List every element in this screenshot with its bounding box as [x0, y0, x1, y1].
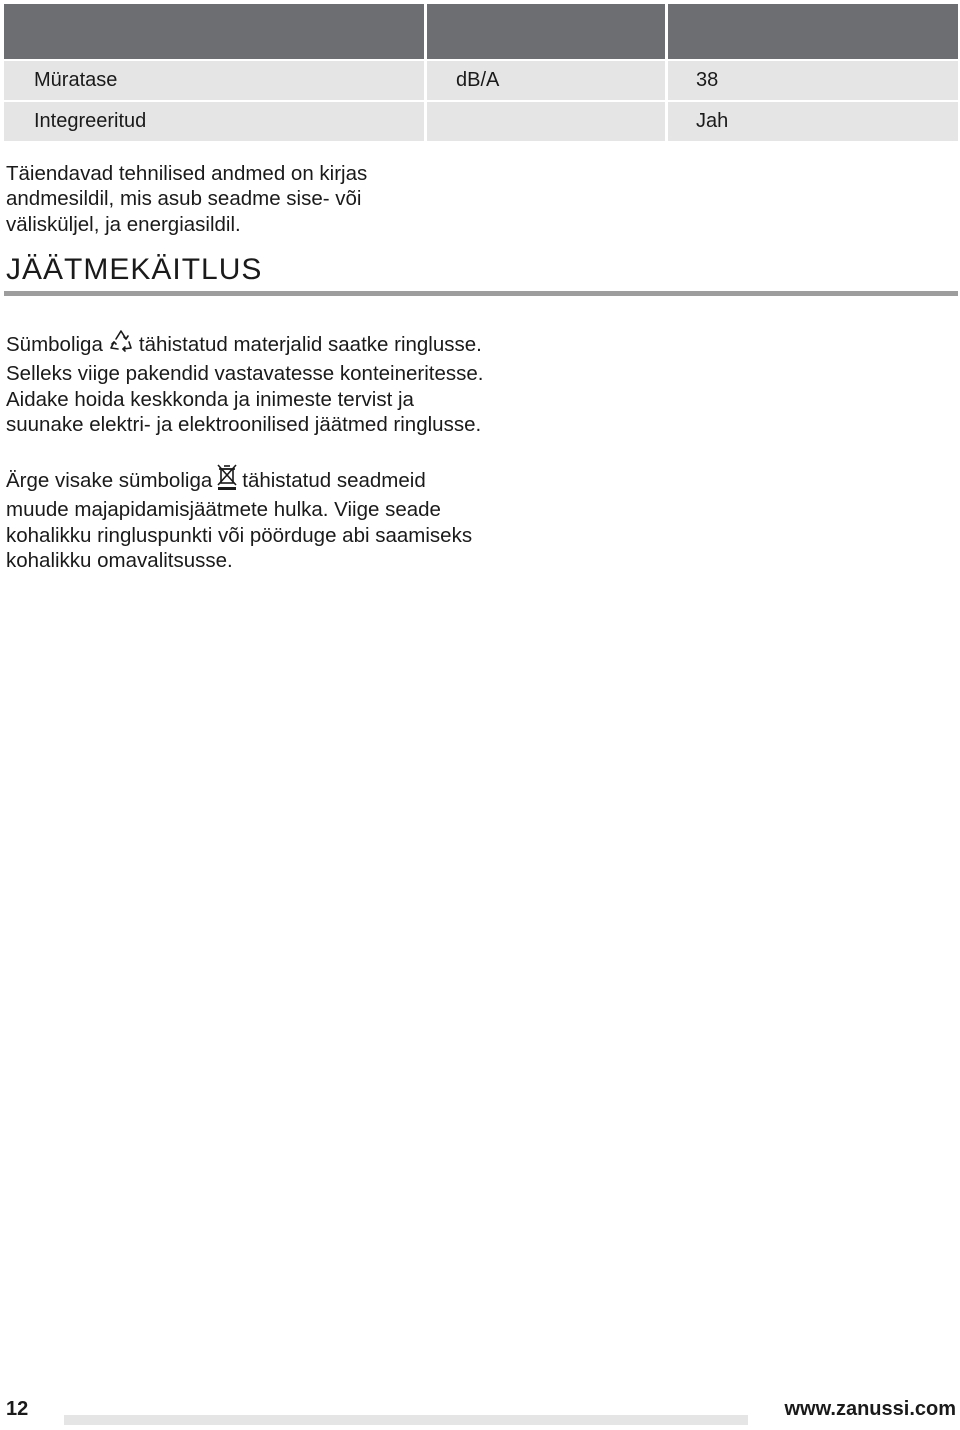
- intro-paragraph: Täiendavad tehnilised andmed on kirjas andmesildil, mis asub seadme sise- või välisküljel, ja energiasildil.: [6, 162, 368, 236]
- table-row: [4, 59, 958, 100]
- spec-label: Integreeritud: [4, 102, 424, 141]
- recycle-icon: [107, 327, 135, 361]
- spec-value: Jah: [668, 102, 958, 141]
- spec-unit: [427, 102, 665, 141]
- table-row: [4, 100, 958, 141]
- footer-url[interactable]: www.zanussi.com: [784, 1398, 956, 1420]
- section-heading: JÄÄTMEKÄITLUS: [6, 253, 263, 286]
- spec-unit: dB/A: [427, 61, 665, 100]
- spec-value: 38: [668, 61, 958, 100]
- table-header-row: [4, 4, 958, 59]
- page-number: 12: [6, 1398, 29, 1420]
- footer-bar: [64, 1415, 748, 1425]
- recycling-paragraph: Sümboliga tähistatud materjalid saatke ringlusse. Selleks viige pakendid vastavatesse konteineritesse. Aidake hoida keskkonda ja inimeste tervist ja suunake elektri- ja elektroonilised jäätmed ringlusse.: [6, 327, 486, 437]
- heading-rule: [4, 291, 958, 296]
- crossed-bin-icon: [216, 463, 238, 497]
- spec-label: Müratase: [4, 61, 424, 100]
- disposal-paragraph: Ärge visake sümboliga tähistatud seadmeid muude majapidamisjäätmete hulka. Viige seade kohalikku ringluspunkti või pöörduge abi saamiseks kohalikku omavalitsusse.: [6, 463, 486, 573]
- spec-table: [4, 4, 958, 141]
